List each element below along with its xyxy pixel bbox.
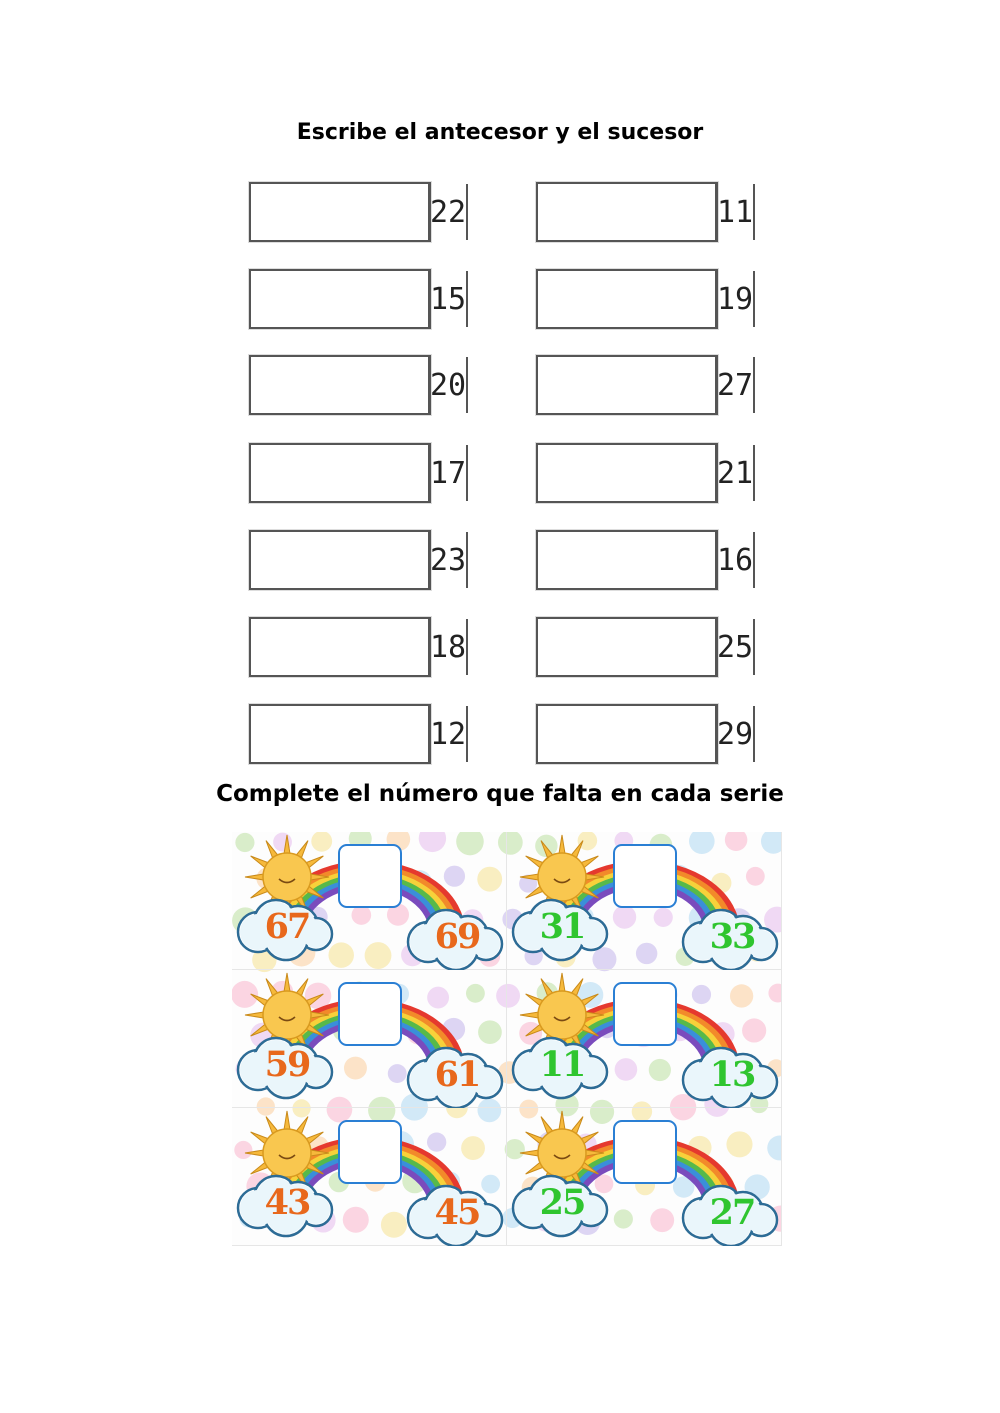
given-number: 20: [430, 357, 468, 413]
series-illustration: [232, 832, 782, 1246]
number-after: 33: [709, 916, 755, 957]
number-after: 69: [434, 916, 480, 957]
number-after: 13: [709, 1054, 755, 1095]
number-box-row: [536, 443, 754, 503]
missing-number-input[interactable]: [338, 1120, 402, 1184]
number-box-row: [536, 530, 754, 590]
predecessor-input[interactable]: [251, 271, 430, 327]
given-number: 15: [430, 271, 468, 327]
number-box-row: [249, 443, 467, 503]
number-before: 11: [539, 1044, 585, 1085]
number-box-row: [249, 182, 467, 242]
number-box-row: [536, 355, 754, 415]
number-box-row: [249, 704, 467, 764]
successor-input[interactable]: [755, 532, 932, 588]
series-panel: [232, 832, 507, 970]
number-before: 59: [264, 1044, 310, 1085]
number-before: 43: [264, 1182, 310, 1223]
missing-number-input[interactable]: [338, 844, 402, 908]
series-panel: [232, 1108, 507, 1246]
given-number: 19: [717, 271, 755, 327]
given-number: 12: [430, 706, 468, 762]
missing-number-input[interactable]: [338, 982, 402, 1046]
given-number: 25: [717, 619, 755, 675]
missing-number-input[interactable]: [613, 844, 677, 908]
series-panel: [507, 970, 782, 1108]
missing-number-input[interactable]: [613, 982, 677, 1046]
predecessor-input[interactable]: [251, 357, 430, 413]
series-panel: [507, 832, 782, 970]
given-number: 21: [717, 445, 755, 501]
predecessor-input[interactable]: [538, 532, 717, 588]
number-after: 45: [434, 1192, 480, 1233]
predecessor-input[interactable]: [538, 271, 717, 327]
given-number: 18: [430, 619, 468, 675]
number-box-row: [536, 617, 754, 677]
successor-input[interactable]: [755, 706, 932, 762]
successor-input[interactable]: [755, 619, 932, 675]
successor-input[interactable]: [755, 184, 932, 240]
title-antecesor-sucesor: Escribe el antecesor y el sucesor: [296, 120, 704, 145]
series-panel: [232, 970, 507, 1108]
number-box-row: [249, 530, 467, 590]
number-box-row: [249, 269, 467, 329]
given-number: 16: [717, 532, 755, 588]
successor-input[interactable]: [755, 445, 932, 501]
successor-input[interactable]: [755, 357, 932, 413]
given-number: 22: [430, 184, 468, 240]
predecessor-input[interactable]: [251, 532, 430, 588]
number-before: 67: [264, 906, 310, 947]
predecessor-input[interactable]: [251, 619, 430, 675]
given-number: 27: [717, 357, 755, 413]
predecessor-input[interactable]: [538, 357, 717, 413]
predecessor-input[interactable]: [251, 706, 430, 762]
given-number: 17: [430, 445, 468, 501]
predecessor-input[interactable]: [251, 184, 430, 240]
number-after: 27: [709, 1192, 755, 1233]
number-before: 31: [539, 906, 585, 947]
predecessor-input[interactable]: [538, 706, 717, 762]
number-box-row: [249, 617, 467, 677]
predecessor-input[interactable]: [538, 445, 717, 501]
number-after: 61: [434, 1054, 480, 1095]
predecessor-input[interactable]: [251, 445, 430, 501]
number-box-row: [536, 704, 754, 764]
predecessor-input[interactable]: [538, 619, 717, 675]
series-panel: [507, 1108, 782, 1246]
title-complete-serie: Complete el número que falta en cada serie: [216, 781, 784, 807]
number-box-row: [536, 182, 754, 242]
successor-input[interactable]: [755, 271, 932, 327]
predecessor-input[interactable]: [538, 184, 717, 240]
given-number: 29: [717, 706, 755, 762]
number-box-row: [249, 355, 467, 415]
number-box-row: [536, 269, 754, 329]
number-before: 25: [539, 1182, 585, 1223]
given-number: 23: [430, 532, 468, 588]
missing-number-input[interactable]: [613, 1120, 677, 1184]
given-number: 11: [717, 184, 755, 240]
